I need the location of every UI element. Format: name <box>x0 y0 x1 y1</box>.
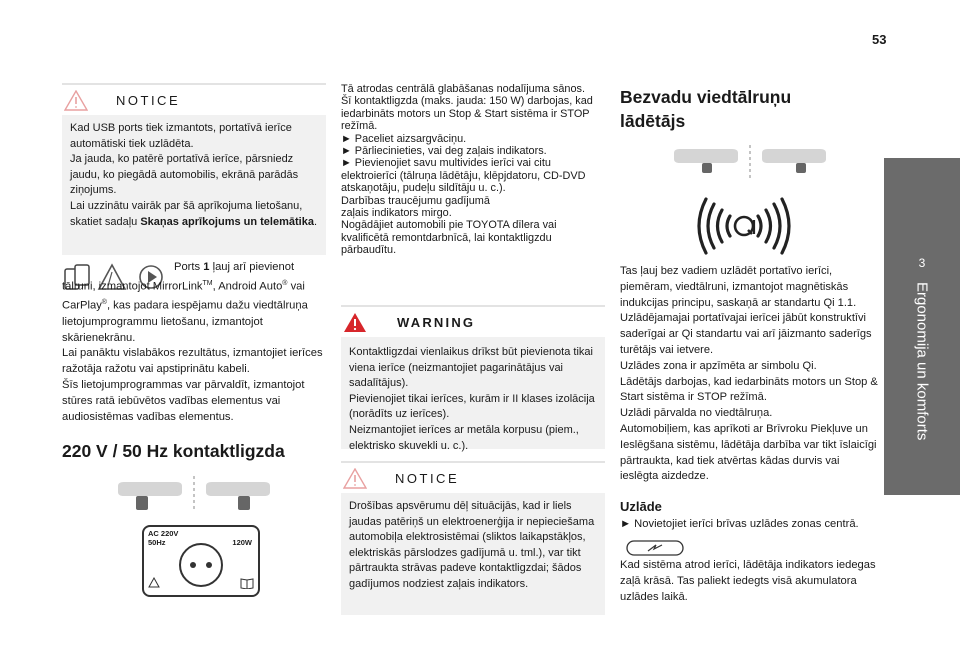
charging-step: ► Novietojiet ierīci brīvas uzlādes zonas centrā. <box>620 518 859 530</box>
car-dashboard-charger-location-icon <box>670 143 830 183</box>
warning-label: WARNING <box>397 314 476 330</box>
notice-label: NOTICE <box>395 470 460 486</box>
socket-outlet-icon <box>172 541 230 589</box>
warning-text: Kontaktligzdai vienlaikus drīkst būt pievienota tikai viena ierīce (neizmantojiet pagarinātājus vai sadalītājus). Pievienojiet tikai ierīces, kurām ir II klases izolācija (norādīts uz ierīces). Neizmantojiet ierīces ar metāla korpusu (piem., elektrisko skuvekli u. c.). <box>349 346 595 452</box>
charging-zone-icon <box>626 540 684 556</box>
charging-subheading: Uzlāde <box>620 499 662 514</box>
charging-indicator-text: Kad sistēma atrod ierīci, lādētāja indikators iedegas zaļā krāsā. Tas paliekt iedegts visā akumulatora uzlādes laikā. <box>620 559 876 603</box>
notice-text: Kad USB ports tiek izmantots, portatīvā ierīce automātiski tiek uzlādēta. Ja jauda, ko patērē portatīvā ierīce, pārsniedz jaudu, ko piegādā automobilis, ekrānā parādās ziņojums. Lai uzzinātu vairāk par šā aprīkojuma lietošanu, skatiet sadaļu Skaņas aprīkojums un telemātika. <box>70 122 318 228</box>
warning-box <box>341 305 605 452</box>
chapter-title: Ergonomija un komforts <box>913 282 931 441</box>
qi-wireless-symbol-icon <box>696 196 792 256</box>
warning-small-icon <box>148 577 160 588</box>
wireless-charger-title: Bezvadu viedtālruņu lādētājs <box>620 87 792 131</box>
notice-triangle-icon <box>343 468 367 489</box>
chapter-side-tab <box>884 158 960 495</box>
socket-voltage-label: AC 220V <box>148 529 179 538</box>
socket-instructions: Tā atrodas centrālā glabāšanas nodalījuma sānos. Šī kontaktligzda (maks. jauda: 150 W) darbojas, kad iedarbināts motors un Stop & Start sistēma ir STOP režīmā. ► Paceliet aizsargvāciņu. ► Pārliecinieties, vai deg zaļais indikators. ► Pievienojiet savu multivides ierīci vai citu elektroierīci (tālruņa lādētāju, klēpjdatoru, CD-DVD atskaņotāju, pudeļu sildītāju u. c.). Darbības traucējumu gadījumā zaļais indikators mirgo. Nogādājiet automobili pie TOYOTA dīlera vai kvalificētā remontdarbnīcā, lai kontaktligzdu pārbaudītu. <box>341 83 593 257</box>
notice-box <box>62 83 326 255</box>
socket-frequency-label: 50Hz <box>148 538 166 547</box>
car-dashboard-socket-location-icon <box>114 472 274 516</box>
notice-text: Drošības apsvērumu dēļ situācijās, kad ir liels jaudas patēriņš un elektroenerģija ir nepieciešama automobiļa elektrosistēmai (sliktos laikapstākļos, elektriskās pārslodzes gadījumā u. tml.), var tikt pārtraukta strāvas padeve kontaktligzdai; šādos gadījumos nodziest zaļais indikators. <box>349 500 595 590</box>
ports-paragraph: Ports 1 ļauj arī pievienot tālruni, izmantojot MirrorLink™, Android Auto® vai CarPlay®, kas padara iespējamu dažu viedtālruņa lietojumprogrammu lietošanu, izmantojot skārienekrānu. Lai panāktu vislabākos rezultātus, izmantojiet ierīces ražotāja ražotu vai apstiprinātu kabeli. Šīs lietojumprogrammas var pārvaldīt, izmantojot stūres ratā iebūvētos vadības elementus vai audiosistēmas vadības elementus. <box>62 261 323 423</box>
socket-section-title: 220 V / 50 Hz kontaktligzda <box>62 441 285 461</box>
notice-triangle-icon <box>64 90 88 111</box>
socket-panel <box>142 525 260 597</box>
warning-triangle-icon <box>343 312 367 333</box>
socket-power-label: 120W <box>232 538 252 547</box>
chapter-number: 3 <box>918 256 926 270</box>
notice-label: NOTICE <box>116 92 181 108</box>
manual-book-icon <box>240 577 254 589</box>
page-number: 53 <box>872 32 887 47</box>
notice-box-2 <box>341 461 605 615</box>
wireless-charger-description: Tas ļauj bez vadiem uzlādēt portatīvo ierīci, piemēram, viedtālruni, izmantojot magnētiskās indukcijas principu, saskaņā ar standartu Qi 1.1. Uzlādējamajai portatīvajai ierīcei jābūt konstruktīvi saderīgai ar Qi standartu vai arī jāizmanto saderīgs turētājs vai ietvere. Uzlādes zona ir apzīmēta ar simbolu Qi. Lādētājs darbojas, kad iedarbināts motors un Stop & Start sistēma ir STOP režīmā. Uzlādi pārvalda no viedtālruņa. Automobiļiem, kas aprīkoti ar Brīvroku Piekļuve un Ieslēgšana sistēmu, lādētāja darbība var tikt īslaicīgi pārtraukta, kad tiek atvērtas kādas durvis vai ieslēgta aizdedze. <box>620 265 878 483</box>
